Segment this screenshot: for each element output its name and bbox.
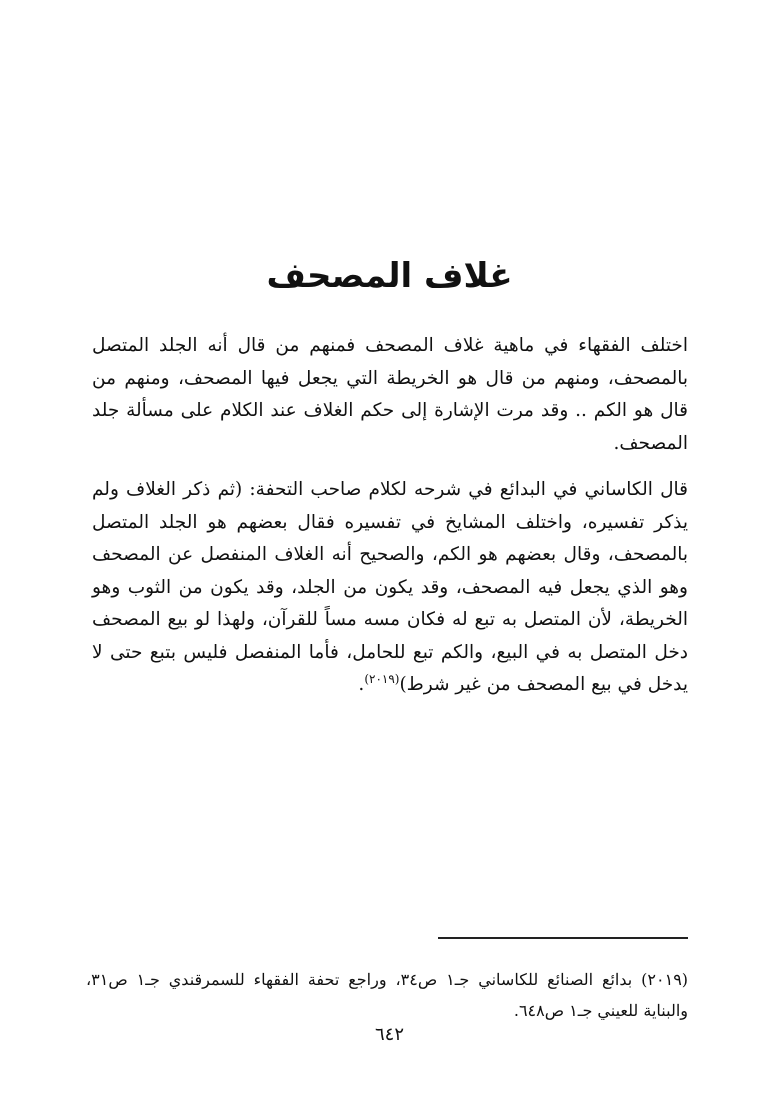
footnote-divider	[438, 937, 688, 939]
main-text	[92, 330, 688, 716]
paragraph-1-text: اختلف الفقهاء في ماهية غلاف المصحف فمنهم من قال أنه الجلد المتصل بالمصحف، ومنهم من قال هو الخريطة التي يجعل فيها المصحف، ومنهم من قال هو الكم .. وقد مرت الإشارة إلى حكم الغلاف عند الكلام على مسألة جلد المصحف.	[92, 335, 688, 454]
paragraph-2	[92, 474, 688, 702]
page-title: غلاف المصحف	[266, 255, 513, 296]
paragraph-1	[92, 330, 688, 460]
footnote-reference: (٢٠١٩)	[364, 671, 400, 686]
paragraph-2-end: .	[358, 674, 365, 695]
footnote: (٢٠١٩) بدائع الصنائع للكاساني جـ١ ص٣٤، وراجع تحفة الفقهاء للسمرقندي جـ١ ص٣١، والبناية للعيني جـ١ ص٦٤٨.	[86, 970, 689, 1020]
page-number: ٦٤٢	[374, 1024, 404, 1045]
paragraph-2-text: قال الكاساني في البدائع في شرحه لكلام صاحب التحفة: (ثم ذكر الغلاف ولم يذكر تفسيره، واختلف المشايخ في تفسيره فقال بعضهم هو الجلد المتصل بالمصحف، وقال بعضهم هو الكم، والصحيح أنه الغلاف المنفصل عن المصحف وهو الذي يجعل فيه المصحف، وقد يكون من الجلد، وقد يكون من الثوب وهو الخريطة، لأن المتصل به تبع له فكان مسه مساً للقرآن، ولهذا لو بيع المصحف دخل المتصل به في البيع، والكم تبع للحامل، فأما المنفصل فليس بتبع حتى لا يدخل في بيع المصحف من غير شرط)	[92, 479, 688, 695]
